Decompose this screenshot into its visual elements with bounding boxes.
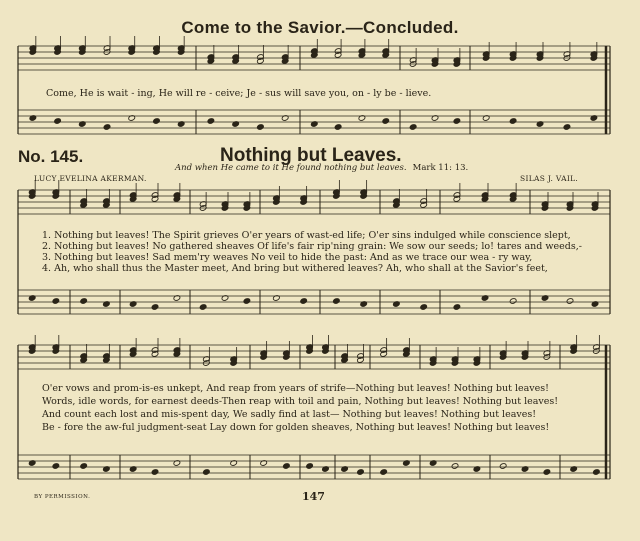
permission-note: BY PERMISSION. [34,494,91,500]
bass-note [54,118,62,125]
bass-note [52,463,60,470]
bass-note [52,298,60,305]
bass-note [283,463,291,470]
bass-note [543,469,551,476]
scripture-reference: Mark 11: 13. [412,163,469,173]
bass-note [409,124,417,131]
bass-note [509,118,517,125]
scripture-quote [175,163,468,173]
bass-note [199,304,207,311]
bass-note [563,124,571,131]
bass-note [300,298,308,305]
verse-line-2: 2. Nothing but leaves! No gathered sheaves Of life's fair rip'ning grain: We sow our seeds; lo! tares and weeds,- [42,241,582,252]
verse-line-3: 3. Nothing but leaves! Sad mem'ry weaves No veil to hide the past: And as we trace our wea - ry way, [42,252,533,263]
bass-note [593,469,601,476]
bass-note [306,463,314,470]
verse-line-4: 4. Ah, who shall thus the Master meet, And bring but withered leaves? Ah, who shall at the Savior's feet, [42,263,548,274]
bass-note [333,298,341,305]
bass-note [420,304,428,311]
continuation-title: Come to the Savior.—Concluded. [181,18,459,37]
page-number: 147 [302,490,325,503]
lyricist-credit: LUCY EVELINA AKERMAN. [34,174,147,183]
bass-note [499,463,507,470]
hymn-number: No. 145. [18,147,84,166]
bass-note [453,304,461,311]
bass-note [203,469,211,476]
bass-note [80,298,88,305]
bass-note [207,118,215,125]
bass-note [509,298,517,305]
verse-cont-line-1: O'er vows and prom-is-es unkept, And reap from years of strife—Nothing but leaves! Nothing but leaves! [42,383,549,394]
verse-line-1: 1. Nothing but leaves! The Spirit grieves O'er years of wast-ed life; O'er sins indulged while conscience slept, [42,230,571,241]
scripture-text: And when He came to it He found nothing but leaves. [175,163,407,173]
composer-credit: SILAS J. VAIL. [520,174,579,183]
bass-note [153,118,161,125]
verse-cont-line-2: Words, idle words, for earnest deeds-Then reap with toil and pain, Nothing but leaves! Nothing but leaves! [42,396,559,407]
bass-note [380,469,388,476]
bass-note [257,124,265,131]
hymn-title: Nothing but Leaves. [220,145,402,166]
bass-note [103,124,111,131]
bass-note [80,463,88,470]
concluded-lyric: Come, He is wait - ing, He will re - ceive; Je - sus will save you, on - ly be - lieve. [46,88,432,99]
bass-note [566,298,574,305]
bass-note [243,298,251,305]
verse-cont-line-4: Be - fore the aw-ful judgment-seat Lay down for golden sheaves, Nothing but leaves! Nothing but leaves! [42,422,550,433]
bass-note [382,118,390,125]
bass-note [334,124,342,131]
bass-note [151,469,159,476]
bass-note [151,304,159,311]
bass-note [453,118,461,125]
bass-note [357,469,365,476]
verse-cont-line-3: And count each lost and mis-spent day, We sadly find at last— Nothing but leaves! Nothing but leaves! [42,409,537,420]
bass-note [451,463,459,470]
